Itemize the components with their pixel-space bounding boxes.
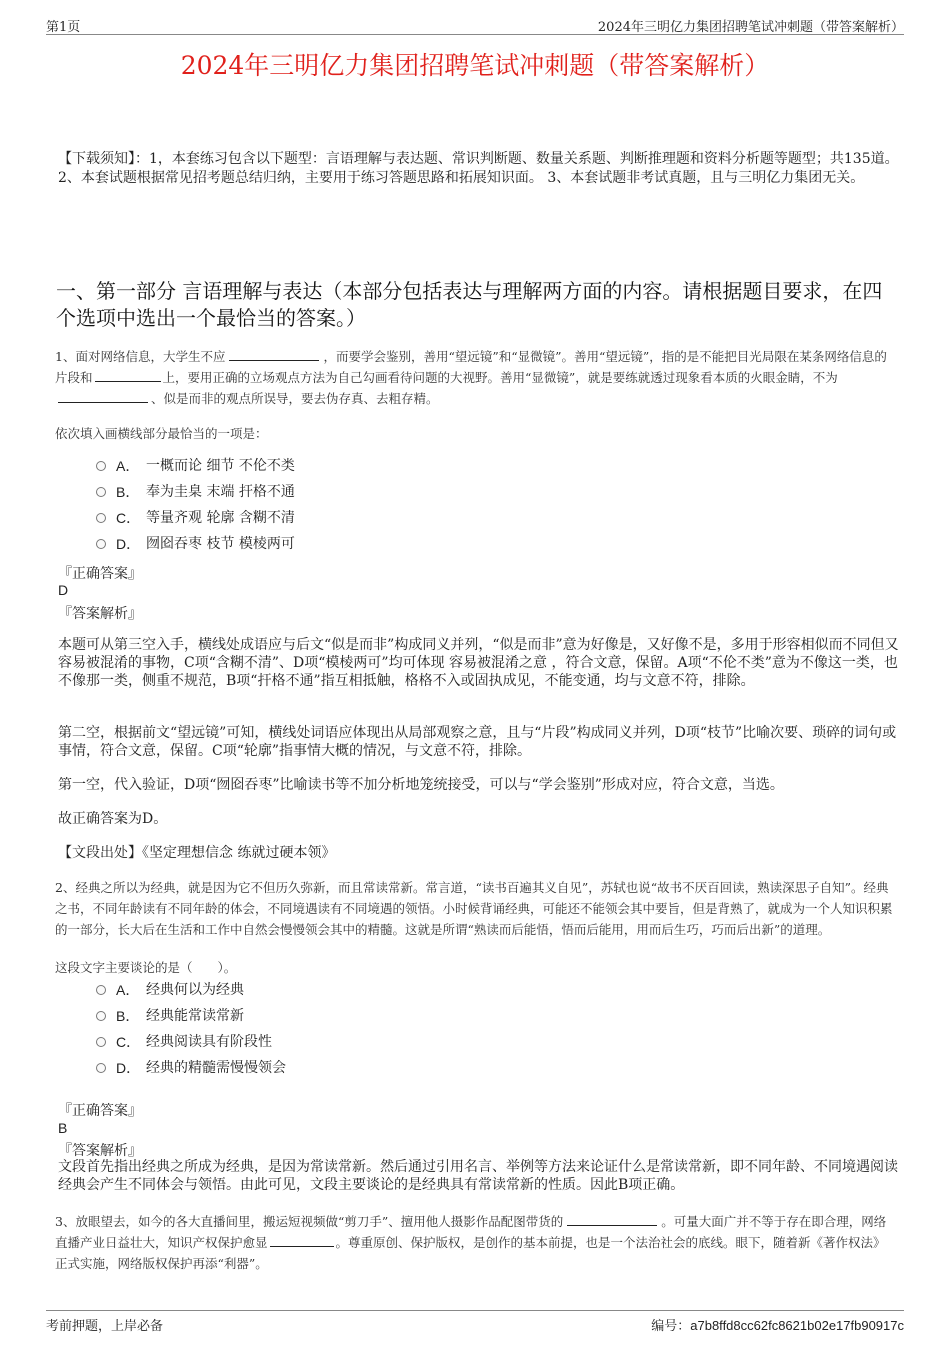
footer-slogan: 考前押题，上岸必备 xyxy=(46,1319,164,1334)
radio-icon[interactable] xyxy=(96,513,106,523)
analysis-label: 『答案解析』 xyxy=(58,1143,142,1159)
analysis-paragraph: 第二空，根据前文“望远镜”可知，横线处词语应体现出从局部观察之意，且与“片段”构成同义并列，D项“枝节”比喻次要、琐碎的词句或事情，符合文意，保留。C项“轮廓”指事情大概的情况，与文意不符，排除。 xyxy=(58,725,897,759)
section-heading: 一、第一部分 言语理解与表达（本部分包括表达与理解两方面的内容。请根据题目要求，在四个选项中选出一个最恰当的答案。） xyxy=(56,279,883,330)
analysis-paragraph: 第一空，代入验证，D项“囫囵吞枣”比喻读书等不加分析地笼统接受，可以与“学会鉴别”形成对应，符合文意，当选。 xyxy=(58,777,784,793)
question-2-stem: 2、经典之所以为经典，就是因为它不但历久弥新，而且常读常新。常言道，“读书百遍其义自见”，苏轼也说“故书不厌百回读，熟读深思子自知”。经典之书，不同年龄读有不同年龄的体会，不同境遇读有不同境遇的领悟。小时候背诵经典，可能还不能领会其中要旨，但是背熟了，就成为一个人知识积累的一部分，长大后在生活和工作中自然会慢慢领会其中的精髓。这就是所谓“熟读而后能悟，悟而后能用，用而后生巧，巧而后出新”的道理。 xyxy=(55,880,893,937)
analysis-conclusion: 故正确答案为D。 xyxy=(58,811,168,827)
option-d[interactable]: D． 囫囵吞枣 枝节 模棱两可 xyxy=(96,531,295,557)
page-number: 第1页 xyxy=(46,20,81,35)
question-2-options xyxy=(96,977,286,1081)
document-title: 2024年三明亿力集团招聘笔试冲刺题（带答案解析） xyxy=(180,51,770,80)
correct-answer: D xyxy=(58,582,69,598)
option-b[interactable]: B． 奉为圭臬 末端 扞格不通 xyxy=(96,479,295,505)
radio-icon[interactable] xyxy=(96,539,106,549)
page-footer xyxy=(46,1310,904,1335)
question-1-stem: 1、面对网络信息，大学生不应 ，而要学会鉴别，善用“望远镜”和“显微镜”。善用“望远镜”，指的是不能把目光局限在某条网络信息的片段和 上，要用正确的立场观点方法为自己勾画看待问题的大视野。善用“显微镜”，就是要练就透过现象看本质的火眼金睛，不为、似是而非的观点所误导，要去伪存真、去粗存精。 xyxy=(55,349,887,406)
radio-icon[interactable] xyxy=(96,461,106,471)
download-notice: 【下载须知】：1，本套练习包含以下题型：言语理解与表达题、常识判断题、数量关系题、判断推理题和资料分析题等题型；共135道。 2、本套试题根据常见招考题总结归纳，主要用于练习答题思路和拓展知识面。 3、本套试题非考试真题，且与三明亿力集团无关。 xyxy=(58,151,899,186)
source-citation: 【文段出处】《坚定理想信念 练就过硬本领》 xyxy=(58,845,336,861)
option-c[interactable]: C． 经典阅读具有阶段性 xyxy=(96,1029,286,1055)
analysis-paragraph: 文段首先指出经典之所成为经典，是因为常读常新。然后通过引用名言、举例等方法来论证什么是常读常新，即不同年龄、不同境遇阅读经典会产生不同体会与领悟。由此可见，文段主要谈论的是经典具有常读常新的性质。因此B项正确。 xyxy=(58,1159,898,1193)
answer-blank xyxy=(58,389,148,403)
radio-icon[interactable] xyxy=(96,487,106,497)
header-doc-title: 2024年三明亿力集团招聘笔试冲刺题（带答案解析） xyxy=(597,20,904,35)
question-2-prompt: 这段文字主要谈论的是（ ）。 xyxy=(55,960,237,975)
answer-blank xyxy=(567,1212,657,1226)
question-1-options xyxy=(96,453,295,557)
option-a[interactable]: A． 经典何以为经典 xyxy=(96,977,286,1003)
answer-blank xyxy=(270,1233,334,1247)
option-b[interactable]: B． 经典能常读常新 xyxy=(96,1003,286,1029)
radio-icon[interactable] xyxy=(96,1063,106,1073)
answer-blank xyxy=(229,347,319,361)
analysis-paragraph: 本题可从第三空入手，横线处成语应与后文“似是而非”构成同义并列，“似是而非”意为好像是，又好像不是，多用于形容相似而不同但又容易被混淆的事物，C项“含糊不清”、D项“模棱两可”均可体现 容易被混淆之意 ，符合文意，保留。A项“不伦不类”意为不像这一类，也不像那一类，侧重不规范，B项“扞格不通”指互相抵触，格格不入或固执成见，不能变通，均与文意不符，排除。 xyxy=(58,637,899,689)
correct-answer-label: 『正确答案』 xyxy=(58,566,142,582)
option-d[interactable]: D． 经典的精髓需慢慢领会 xyxy=(96,1055,286,1081)
question-1-prompt: 依次填入画横线部分最恰当的一项是： xyxy=(55,426,268,441)
radio-icon[interactable] xyxy=(96,1011,106,1021)
correct-answer: B xyxy=(58,1120,68,1136)
analysis-label: 『答案解析』 xyxy=(58,606,142,622)
page-header xyxy=(46,14,904,35)
answer-blank xyxy=(95,368,161,382)
question-3-stem: 3、放眼望去，如今的各大直播间里，搬运短视频做“剪刀手”、擅用他人摄影作品配图带货的 。可量大面广并不等于存在即合理，网络直播产业日益壮大，知识产权保护愈显 。尊重原创、保护版权，是创作的基本前提，也是一个法治社会的底线。眼下，随着新《著作权法》正式实施，网络版权保护再添“利器”。 xyxy=(55,1214,887,1271)
correct-answer-label: 『正确答案』 xyxy=(58,1103,142,1119)
option-c[interactable]: C． 等量齐观 轮廓 含糊不清 xyxy=(96,505,295,531)
radio-icon[interactable] xyxy=(96,1037,106,1047)
radio-icon[interactable] xyxy=(96,985,106,995)
footer-code: 编号：a7b8ffd8cc62fc8621b02e17fb90917c xyxy=(651,1318,904,1334)
option-a[interactable]: A． 一概而论 细节 不伦不类 xyxy=(96,453,295,479)
